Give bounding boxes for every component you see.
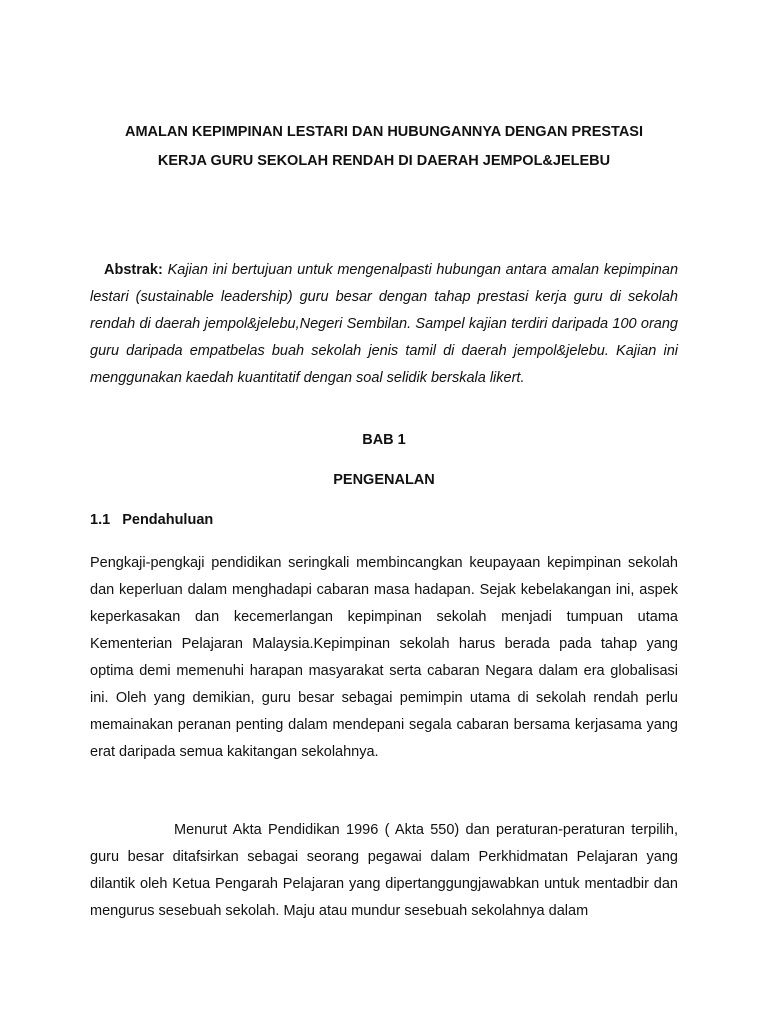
section-heading [90,512,213,528]
abstract-label: Abstrak: [104,262,163,278]
body-paragraph-2-text: Menurut Akta Pendidikan 1996 ( Akta 550) dan peraturan-peraturan terpilih, guru besar ditafsirkan sebagai seorang pegawai dalam Perkhidmatan Pelajaran yang dilantik oleh Ketua Pengarah Pelajaran yang dipertanggungjawabkan untuk mentadbir dan mengurus sesebuah sekolah. Maju atau mundur sesebuah sekolahnya dalam [90,822,678,919]
abstract-paragraph [90,257,678,392]
chapter-heading: BAB 1 [362,432,406,448]
document-title [90,118,678,176]
title-line-1: AMALAN KEPIMPINAN LESTARI DAN HUBUNGANNYA DENGAN PRESTASI [125,124,643,140]
title-line-2: KERJA GURU SEKOLAH RENDAH DI DAERAH JEMPOL&JELEBU [157,153,611,169]
abstract-text: Kajian ini bertujuan untuk mengenalpasti hubungan antara amalan kepimpinan lestari (sustainable leadership) guru besar dengan tahap prestasi kerja guru di sekolah rendah di daerah jempol&jelebu,Negeri Sembilan. Sampel kajian terdiri daripada 100 orang guru daripada empatbelas buah sekolah jenis tamil di daerah jempol&jelebu. Kajian ini menggunakan kaedah kuantitatif dengan soal selidik berskala likert. [90,262,679,386]
section-title: Pendahuluan [122,512,214,528]
body-paragraph-2 [90,817,678,925]
chapter-title: PENGENALAN [333,472,435,488]
body-paragraph-1: Pengkaji-pengkaji pendidikan seringkali membincangkan keupayaan kepimpinan sekolah dan keperluan dalam menghadapi cabaran masa hadapan. Sejak kebelakangan ini, aspek keperkasakan dan kecemerlangan kepimpinan sekolah menjadi tumpuan utama Kementerian Pelajaran Malaysia.Kepimpinan sekolah harus berada pada tahap yang optima demi memenuhi harapan masyarakat serta cabaran Negara dalam era globalisasi ini. Oleh yang demikian, guru besar sebagai pemimpin utama di sekolah rendah perlu memainakan peranan penting dalam mendepani segala cabaran bersama kerjasama yang erat daripada semua kakitangan sekolahnya. [90,555,678,760]
section-number: 1.1 [90,512,111,528]
